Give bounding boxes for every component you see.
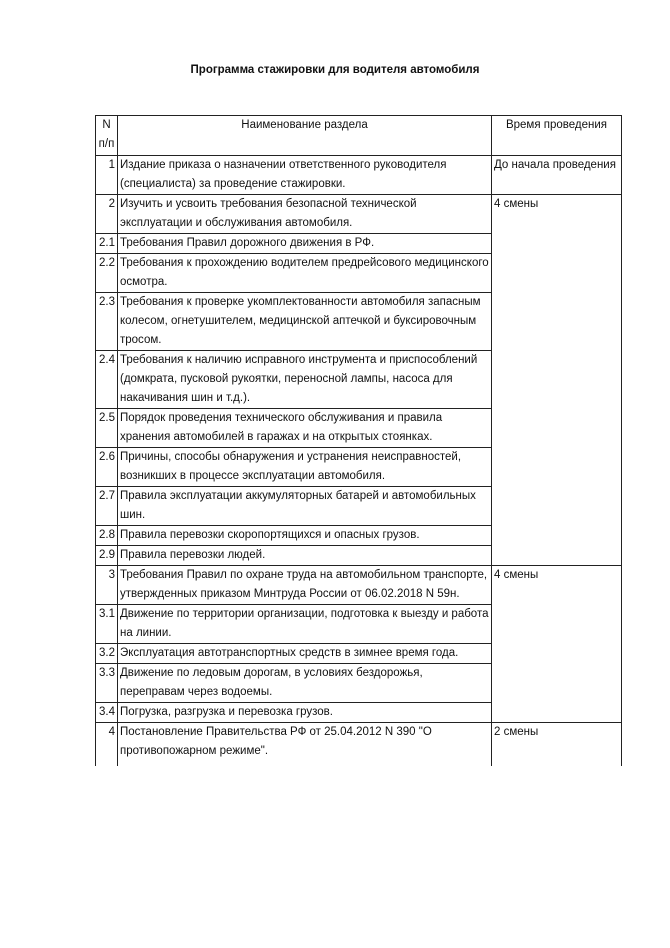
row-section-name: Движение по ледовым дорогам, в условиях бездорожья, переправам через водоемы.	[118, 664, 492, 703]
row-number: 4	[96, 723, 118, 767]
table-row	[96, 156, 622, 195]
row-section-name: Требования к прохождению водителем предрейсового медицинского осмотра.	[118, 254, 492, 293]
row-section-name: Правила перевозки людей.	[118, 546, 492, 566]
table-row	[96, 723, 622, 767]
row-section-name: Требования к наличию исправного инструмента и приспособлений (домкрата, пусковой рукоятки, переносной лампы, насоса для накачивания шин и т.д.).	[118, 351, 492, 409]
row-duration: До начала проведения	[492, 156, 622, 195]
row-section-name: Движение по территории организации, подготовка к выезду и работа на линии.	[118, 605, 492, 644]
row-number: 2	[96, 195, 118, 234]
row-number: 2.7	[96, 487, 118, 526]
row-section-name: Правила эксплуатации аккумуляторных батарей и автомобильных шин.	[118, 487, 492, 526]
row-number: 3.3	[96, 664, 118, 703]
row-section-name: Причины, способы обнаружения и устранения неисправностей, возникших в процессе эксплуатации автомобиля.	[118, 448, 492, 487]
table-row	[96, 566, 622, 605]
header-number-line2: п/п	[98, 138, 115, 150]
document-title: Программа стажировки для водителя автомобиля	[190, 64, 480, 76]
row-section-name: Требования Правил по охране труда на автомобильном транспорте, утвержденных приказом Минтруда России от 06.02.2018 N 59н.	[118, 566, 492, 605]
row-number: 2.4	[96, 351, 118, 409]
row-number: 2.1	[96, 234, 118, 254]
row-number: 3.1	[96, 605, 118, 644]
row-number: 2.9	[96, 546, 118, 566]
row-duration: 2 смены	[492, 723, 622, 767]
row-number: 3.4	[96, 703, 118, 723]
row-section-name: Погрузка, разгрузка и перевозка грузов.	[118, 703, 492, 723]
row-number: 2.2	[96, 254, 118, 293]
row-number: 2.6	[96, 448, 118, 487]
row-duration: 4 смены	[492, 195, 622, 566]
row-section-name: Порядок проведения технического обслуживания и правила хранения автомобилей в гаражах и на открытых стоянках.	[118, 409, 492, 448]
row-section-name: Эксплуатация автотранспортных средств в зимнее время года.	[118, 644, 492, 664]
table-row	[96, 195, 622, 234]
row-section-name: Требования к проверке укомплектованности автомобиля запасным колесом, огнетушителем, медицинской аптечкой и буксировочным тросом.	[118, 293, 492, 351]
program-table	[95, 115, 622, 766]
row-section-name: Постановление Правительства РФ от 25.04.2012 N 390 "О противопожарном режиме".	[118, 723, 492, 767]
row-number: 2.8	[96, 526, 118, 546]
row-number: 1	[96, 156, 118, 195]
row-section-name: Требования Правил дорожного движения в РФ.	[118, 234, 492, 254]
row-section-name: Изучить и усвоить требования безопасной технической эксплуатации и обслуживания автомобиля.	[118, 195, 492, 234]
header-number-line1: N	[102, 119, 111, 131]
row-section-name: Издание приказа о назначении ответственного руководителя (специалиста) за проведение стажировки.	[118, 156, 492, 195]
row-duration: 4 смены	[492, 566, 622, 723]
row-number: 2.3	[96, 293, 118, 351]
header-section-name: Наименование раздела	[118, 116, 492, 156]
row-number: 3.2	[96, 644, 118, 664]
header-number	[96, 116, 118, 156]
row-section-name: Правила перевозки скоропортящихся и опасных грузов.	[118, 526, 492, 546]
header-duration: Время проведения	[492, 116, 622, 156]
row-number: 2.5	[96, 409, 118, 448]
table-header-row	[96, 116, 622, 156]
row-number: 3	[96, 566, 118, 605]
